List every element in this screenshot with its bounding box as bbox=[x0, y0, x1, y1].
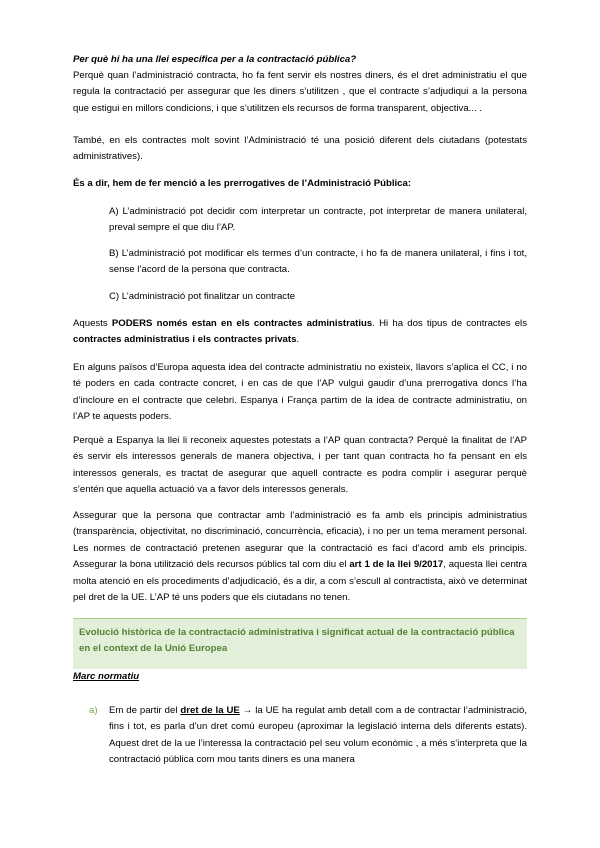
principis-text-1: Assegurar que la persona que contractar amb l’administració es fa amb els principis administratius (transparència, objectivitat, no discriminació, concurrència, eficacia), i no per un tema merament personal. Les normes de contractació pretenen asegurar que la contractació es faci d’acord amb els principis. Assegurar la bona utilització dels recursos públics tal com diu el bbox=[73, 510, 527, 571]
question-title: Per què hi ha una llei específica per a la contractació pública? bbox=[73, 54, 357, 65]
item-a-text-1: Em de partir del bbox=[109, 705, 181, 716]
paragraph-intro: Perquè quan l’administració contracta, ho fa fent servir els nostres diners, és el dret administratiu el que regula la contractació per assegurar que les diners s’utilitzen , que el contracte s’adjudiqui a la persona que estigui en millors condicions, i que s’utilitzen els recursos de forma transparent, objectiva... . bbox=[73, 70, 527, 114]
poders-text-3: . bbox=[296, 334, 300, 346]
item-a-text-2: → la UE ha regulat amb detall com a de contractar l’administració, fins i tot, es parla d’un dret comú europeu (aproximar la legislació interna dels diferents estats). Aquest dret de la ue l’interessa la contractació pel seu volum econòmic , a més s’interpreta que la contractació pública com mou tants diners es una manera bbox=[109, 705, 527, 766]
poders-bold-1: PODERS només estan en els contractes administratius bbox=[111, 318, 373, 329]
paragraph-espanya: Perquè a Espanya la llei li reconeix aquestes potestats a l’AP quan contracta? Perquè la finalitat de l’AP és servir els interessos generals de manera objectiva, i per tant quan contracta ho fa pensant en els interessos generals, es tractat de asegurar que aquell contracte es podra complir i asegurar perquè s’entén que aquella actuació va a favor dels interessos generals. bbox=[73, 435, 527, 496]
poders-text-1: Aquests bbox=[73, 318, 112, 329]
prerrogative-c: C) L’administració pot finalitzar un contracte bbox=[109, 291, 296, 302]
paragraph-potestats: També, en els contractes molt sovint l’Administració té una posició diferent dels ciutadans (potestats administratives). bbox=[73, 135, 527, 163]
list-item-a-text bbox=[109, 703, 527, 769]
dret-ue-link: dret de la UE bbox=[180, 705, 240, 716]
prerrogative-a: A) L’administració pot decidir com interpretar un contracte, pot interpretar de manera unilateral, preval sempre el que diu l’AP. bbox=[109, 206, 527, 234]
principis-bold-article: art 1 de la llei 9/2017 bbox=[349, 559, 444, 571]
list-item-a-label: a) bbox=[89, 705, 98, 716]
heading-prerrogatives: És a dir, hem de fer menció a les prerrogatives de l’Administració Pública: bbox=[73, 178, 412, 189]
subheading-marc-normatiu: Marc normatiu bbox=[73, 671, 140, 682]
principis-text-2: , aquesta llei centra molta atenció en els procediments d’adjudicació, és a dir, a com s’escull al contractista, això ve determinat pel dret de la UE. L’AP té uns poders que els ciutadans no tenen. bbox=[73, 559, 527, 604]
section-heading: Evolució històrica de la contractació administrativa i significat actual de la contractació pública en el context de la Unió Europea bbox=[79, 627, 515, 655]
paragraph-europa: En alguns països d’Europa aquesta idea del contracte administratiu no existeix, llavors s’aplica el CC, i no té poders en cada contracte concret, i en cas de que l’AP vulgui gaudir d’una prerrogativa doncs l’ha d’incloure en el contracte que celebri. Espanya i França partim de la idea de contracte administratiu, on l’AP te aquests poders. bbox=[73, 362, 527, 423]
paragraph-principis bbox=[73, 508, 527, 606]
poders-text-2: . Hi ha dos tipus de contractes els bbox=[372, 318, 527, 329]
prerrogative-b: B) L’administració pot modificar els termes d’un contracte, i ho fa de manera unilateral, i fins i tot, sense l’acord de la persona que contracta. bbox=[109, 248, 527, 276]
poders-bold-2: contractes administratius i els contractes privats bbox=[73, 334, 297, 346]
paragraph-poders bbox=[73, 316, 527, 349]
